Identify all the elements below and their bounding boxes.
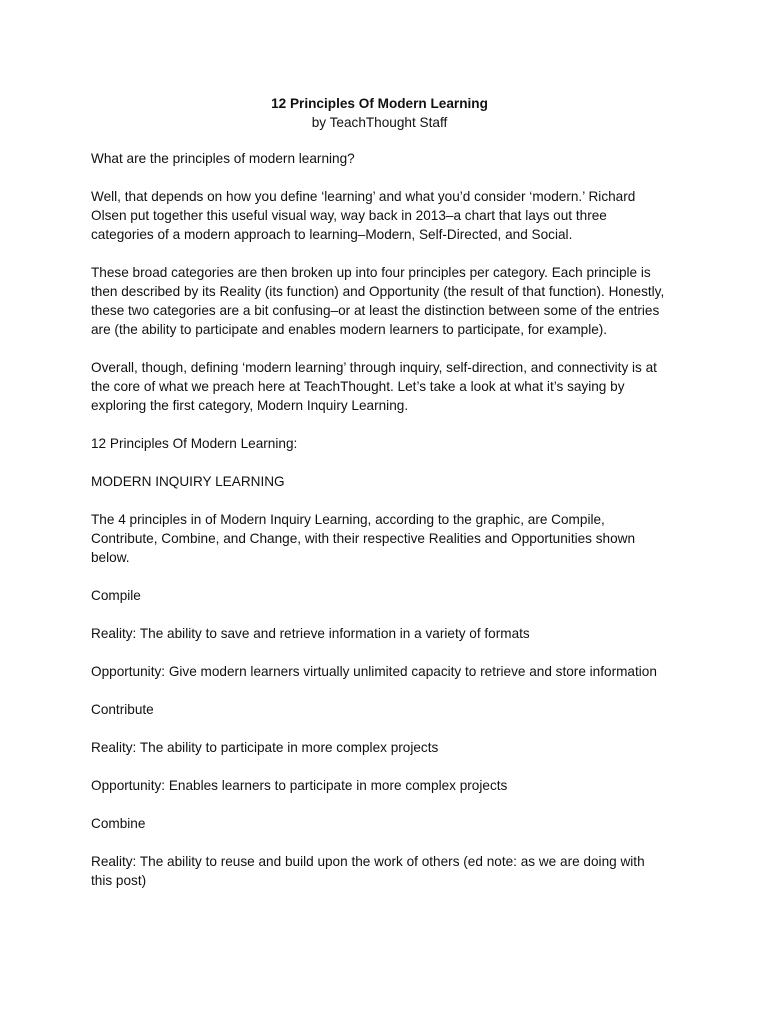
- combine-reality: Reality: The ability to reuse and build upon the work of others (ed note: as we are doing with this post): [91, 854, 645, 888]
- paragraph-definition: Well, that depends on how you define ‘learning’ and what you’d consider ‘modern.’ Richard Olsen put together this useful visual way, way back in 2013–a chart that lays out three categories of a modern approach to learning–Modern, Self-Directed, and Social.: [91, 189, 636, 242]
- principle-heading-combine: Combine: [91, 816, 146, 831]
- paragraph-list-heading: 12 Principles Of Modern Learning:: [91, 436, 298, 451]
- contribute-opportunity: Opportunity: Enables learners to participate in more complex projects: [91, 778, 508, 793]
- paragraph-categories: These broad categories are then broken up into four principles per category. Each principle is then described by its Reality (its function) and Opportunity (the result of that function). Honestly, these two categories are a bit confusing–or at least the distinction between some of the entries are (the ability to participate and enables modern learners to participate, for example).: [91, 265, 665, 337]
- document-byline: by TeachThought Staff: [311, 115, 448, 130]
- section-heading-modern-inquiry: MODERN INQUIRY LEARNING: [91, 474, 285, 489]
- paragraph-overall: Overall, though, defining ‘modern learning’ through inquiry, self-direction, and connectivity is at the core of what we preach here at TeachThought. Let’s take a look at what it’s saying by exploring the first category, Modern Inquiry Learning.: [91, 360, 657, 413]
- compile-opportunity: Opportunity: Give modern learners virtually unlimited capacity to retrieve and store information: [91, 664, 657, 679]
- document-title: 12 Principles Of Modern Learning: [271, 96, 488, 111]
- title-block: [91, 94, 668, 132]
- paragraph-four-principles: The 4 principles in of Modern Inquiry Learning, according to the graphic, are Compile, Contribute, Combine, and Change, with their respective Realities and Opportunities shown below.: [91, 512, 636, 565]
- principle-heading-contribute: Contribute: [91, 702, 154, 717]
- contribute-reality: Reality: The ability to participate in more complex projects: [91, 740, 439, 755]
- compile-reality: Reality: The ability to save and retrieve information in a variety of formats: [91, 626, 530, 641]
- paragraph-question: What are the principles of modern learning?: [91, 151, 355, 166]
- principle-heading-compile: Compile: [91, 588, 141, 603]
